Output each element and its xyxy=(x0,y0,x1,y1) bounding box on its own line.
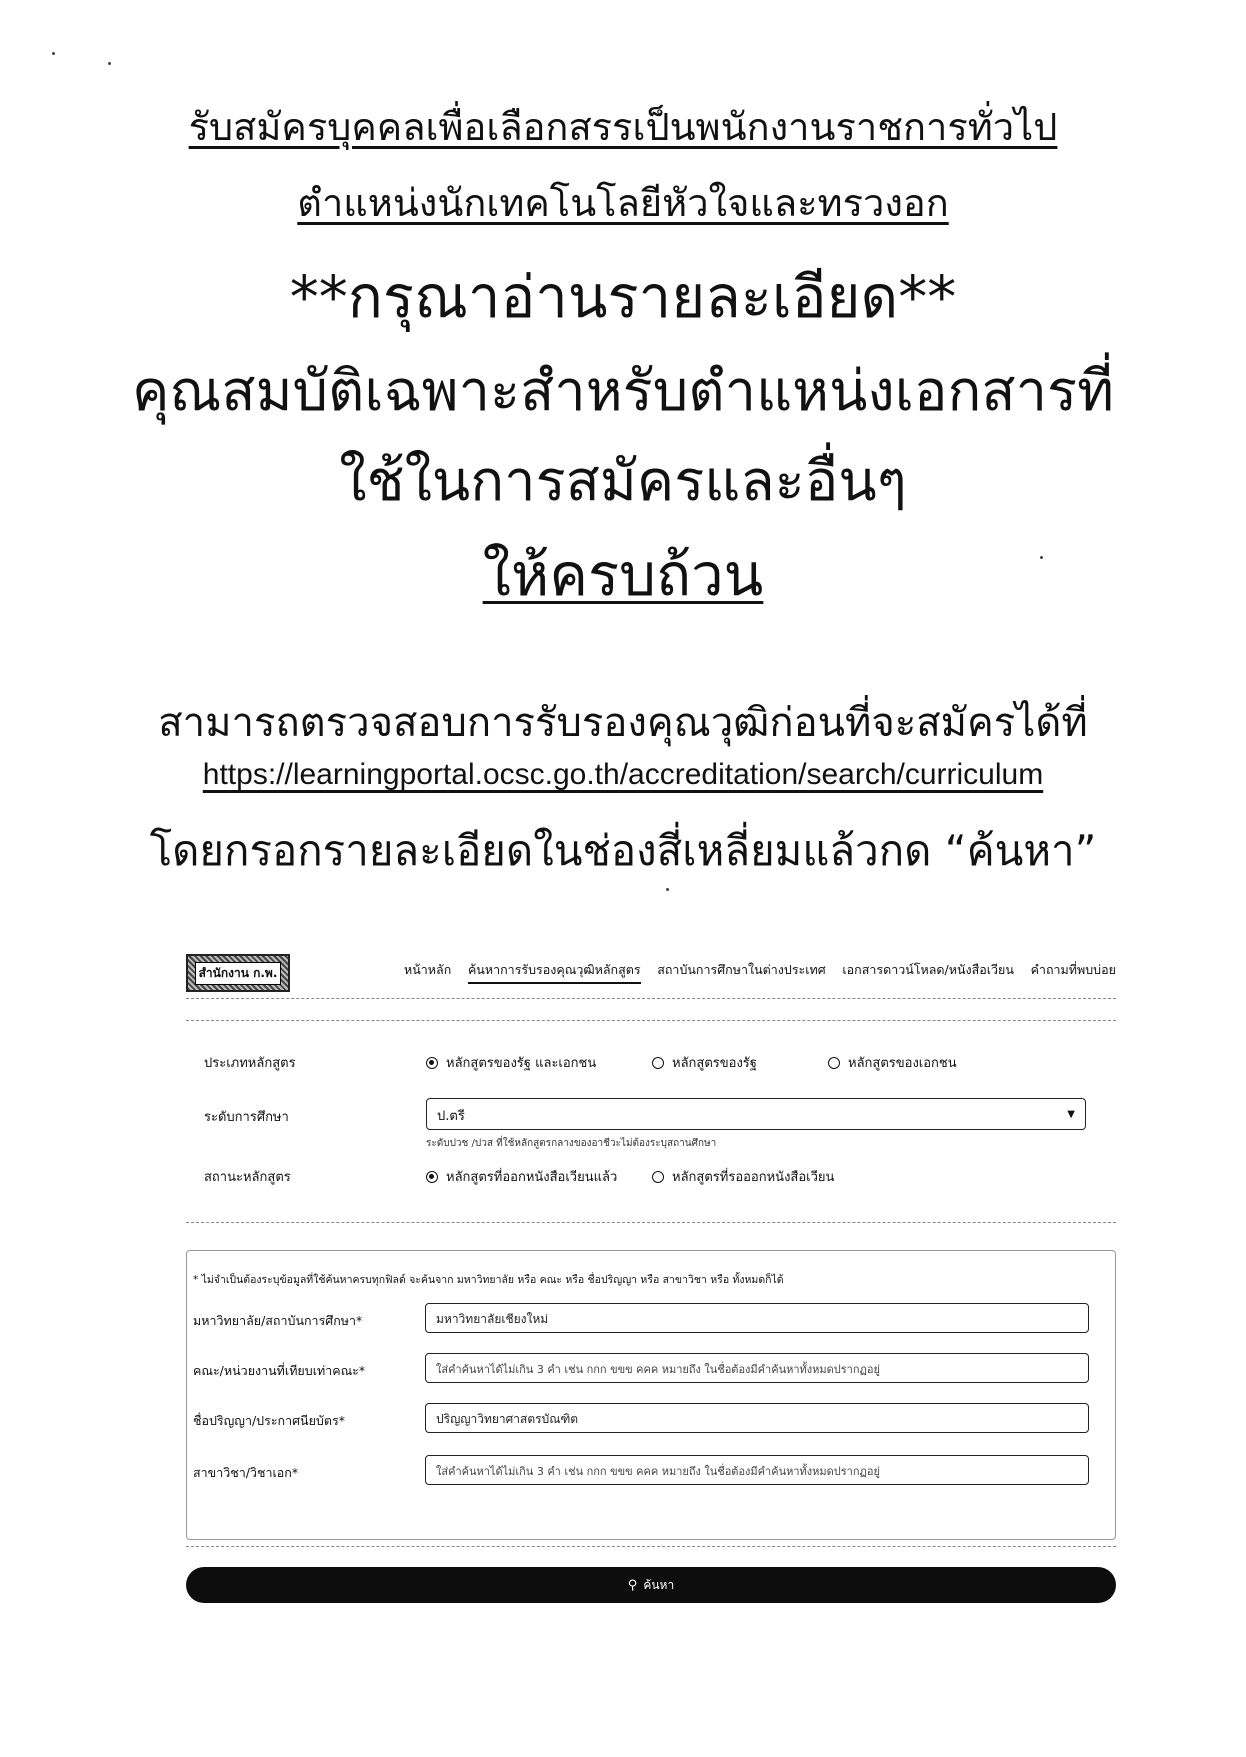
radio-selected-icon xyxy=(426,1057,438,1069)
nav-faq[interactable]: คำถามที่พบบ่อย xyxy=(1030,962,1116,977)
scan-speck xyxy=(108,62,111,65)
faculty-input[interactable]: ใส่คำค้นหาได้ไม่เกิน 3 คำ เช่น กกก ขขข คคค หมายถึง ในชื่อต้องมีคำค้นหาทั้งหมดปรากฏอยู่ xyxy=(425,1353,1089,1383)
radio-status-issued[interactable] xyxy=(426,1166,617,1187)
divider xyxy=(186,1222,1116,1223)
radio-course-type-all[interactable] xyxy=(426,1052,596,1073)
check-instruction: สามารถตรวจสอบการรับรองคุณวุฒิก่อนที่จะสมัครได้ที่ xyxy=(158,700,1088,746)
education-level-hint: ระดับปวช /ปวส ที่ใช้หลักสูตรกลางของอาชีวะไม่ต้องระบุสถานศึกษา xyxy=(426,1138,717,1149)
search-fields-section xyxy=(186,1250,1116,1540)
degree-input[interactable]: ปริญญาวิทยาศาสตรบัณฑิต xyxy=(425,1403,1089,1433)
radio-empty-icon xyxy=(652,1171,664,1183)
title-line-1-text: รับสมัครบุคคลเพื่อเลือกสรรเป็นพนักงานราชการทั่วไป xyxy=(188,105,1058,149)
title-line-1 xyxy=(0,96,1246,157)
divider xyxy=(186,1546,1116,1547)
radio-label: หลักสูตรของรัฐ และเอกชน xyxy=(446,1056,597,1071)
nav-foreign-institutions[interactable]: สถาบันการศึกษาในต่างประเทศ xyxy=(657,962,826,977)
radio-label: หลักสูตรของรัฐ xyxy=(672,1056,757,1071)
search-button[interactable] xyxy=(186,1567,1116,1603)
course-type-label: ประเภทหลักสูตร xyxy=(204,1056,296,1071)
radio-selected-icon xyxy=(426,1171,438,1183)
ocsc-search-screenshot xyxy=(186,950,1116,1610)
accreditation-link[interactable]: https://learningportal.ocsc.go.th/accreditation/search/curriculum xyxy=(202,758,1044,791)
education-level-value: ป.ตรี xyxy=(437,1109,465,1124)
radio-empty-icon xyxy=(652,1057,664,1069)
university-label: มหาวิทยาลัย/สถาบันการศึกษา* xyxy=(193,1313,363,1328)
university-input[interactable]: มหาวิทยาลัยเชียงใหม่ xyxy=(425,1303,1089,1333)
search-note: * ไม่จำเป็นต้องระบุข้อมูลที่ใช้ค้นหาครบทุกฟิลด์ จะค้นจาก มหาวิทยาลัย หรือ คณะ หรือ ชื่อปริญญา หรือ สาขาวิชา หรือ ทั้งหมดก็ได้ xyxy=(193,1274,784,1286)
major-input[interactable]: ใส่คำค้นหาได้ไม่เกิน 3 คำ เช่น กกก ขขข คคค หมายถึง ในชื่อต้องมีคำค้นหาทั้งหมดปรากฏอยู่ xyxy=(425,1455,1089,1485)
education-level-label: ระดับการศึกษา xyxy=(204,1110,289,1125)
notice-line-3 xyxy=(0,528,1246,621)
title-line-2-text: ตำแหน่งนักเทคโนโลยีหัวใจและทรวงอก xyxy=(297,181,949,225)
notice-line-2: ใช้ในการสมัครและอื่นๆ xyxy=(339,449,907,514)
faculty-label: คณะ/หน่วยงานที่เทียบเท่าคณะ* xyxy=(193,1363,366,1378)
radio-empty-icon xyxy=(828,1057,840,1069)
major-label: สาขาวิชา/วิชาเอก* xyxy=(193,1465,299,1480)
radio-course-type-private[interactable] xyxy=(828,1052,957,1073)
search-icon: ⚲ xyxy=(627,1577,638,1593)
chevron-down-icon: ▼ xyxy=(1067,1109,1075,1120)
course-status-label: สถานะหลักสูตร xyxy=(204,1170,291,1185)
fill-instruction: โดยกรอกรายละเอียดในช่องสี่เหลี่ยมแล้วกด “ค้นหา” xyxy=(149,826,1097,875)
scan-speck xyxy=(666,888,669,891)
divider xyxy=(186,1020,1116,1021)
radio-label: หลักสูตรที่ออกหนังสือเวียนแล้ว xyxy=(446,1170,618,1185)
nav-home[interactable]: หน้าหลัก xyxy=(404,962,452,977)
ocsc-logo[interactable] xyxy=(186,954,290,992)
radio-label: หลักสูตรของเอกชน xyxy=(848,1056,957,1071)
nav-downloads[interactable]: เอกสารดาวน์โหลด/หนังสือเวียน xyxy=(842,962,1014,977)
notice-heading: **กรุณาอ่านรายละเอียด** xyxy=(289,263,957,331)
education-level-select[interactable] xyxy=(426,1098,1086,1130)
accreditation-url[interactable] xyxy=(0,758,1246,792)
radio-label: หลักสูตรที่รอออกหนังสือเวียน xyxy=(672,1170,835,1185)
scan-speck xyxy=(52,52,55,55)
divider xyxy=(186,998,1116,999)
degree-label: ชื่อปริญญา/ประกาศนียบัตร* xyxy=(193,1413,345,1428)
search-button-label: ค้นหา xyxy=(643,1577,675,1592)
radio-course-type-government[interactable] xyxy=(652,1052,757,1073)
title-line-2 xyxy=(0,172,1246,233)
top-nav xyxy=(404,960,1116,984)
notice-line-3-text: ให้ครบถ้วน xyxy=(482,541,764,609)
notice-line-1: คุณสมบัติเฉพาะสำหรับตำแหน่งเอกสารที่ xyxy=(131,359,1115,424)
logo-text: สำนักงาน ก.พ. xyxy=(195,962,282,985)
nav-accreditation-search[interactable]: ค้นหาการรับรองคุณวุฒิหลักสูตร xyxy=(468,960,641,984)
radio-status-pending[interactable] xyxy=(652,1166,834,1187)
